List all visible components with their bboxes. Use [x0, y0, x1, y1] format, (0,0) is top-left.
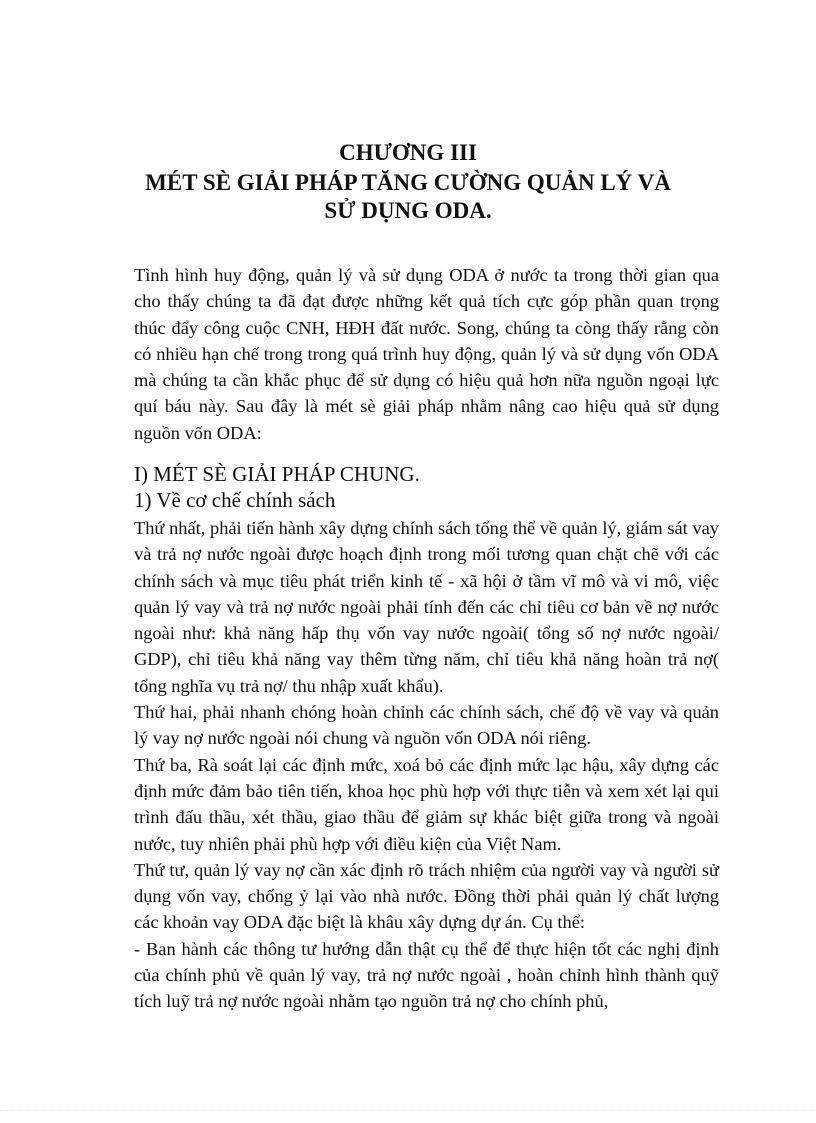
body-paragraph-5: - Ban hành các thông tư hướng dẫn thật cụ thể để thực hiện tốt các nghị định của chính phủ về quản lý vay, trả nợ nước ngoài , hoàn chỉnh hình thành quỹ tích luỹ trả nợ nước ngoài nhằm tạo nguồn trả nợ cho chính phủ,: [134, 938, 719, 1012]
page-bottom-divider: [0, 1110, 816, 1111]
body-paragraph-3: Thứ ba, Rà soát lại các định mức, xoá bỏ các định mức lạc hậu, xây dựng các định mức đảm bảo tiên tiến, khoa học phù hợp với thực tiễn và xem xét lại qui trình đấu thầu, xét thầu, giao thầu để giảm sự khác biệt giữa trong và ngoài nước, tuy nhiên phải phù hợp với điều kiện của Việt Nam.: [134, 754, 719, 854]
chapter-title-line-2: SỬ DỤNG ODA.: [324, 198, 492, 223]
chapter-number: CHƯƠNG III: [339, 140, 477, 165]
body-paragraph-4: Thứ tư, quản lý vay nợ cần xác định rõ trách nhiệm của người vay và người sử dụng vốn vay, chống ỷ lại vào nhà nước. Đồng thời phải quản lý chất lượng các khoản vay ODA đặc biệt là khâu xây dựng dự án. Cụ thể:: [134, 859, 719, 933]
chapter-title-line-1: MÉT SÈ GIẢI PHÁP TĂNG CƯỜNG QUẢN LÝ VÀ: [145, 170, 671, 195]
body-paragraph-2: Thứ hai, phải nhanh chóng hoàn chỉnh các chính sách, chế độ về vay và quản lý vay nợ nước ngoài nói chung và nguồn vốn ODA nói riêng.: [134, 702, 719, 749]
subsection-heading: 1) Về cơ chế chính sách: [134, 488, 336, 512]
section-heading: I) MÉT SÈ GIẢI PHÁP CHUNG.: [134, 462, 420, 486]
body-paragraph-1: Thứ nhất, phải tiến hành xây dựng chính sách tổng thể về quản lý, giám sát vay và trả nợ nước ngoài được hoạch định trong mối tương quan chặt chẽ với các chính sách và mục tiêu phát triển kinh tế - xã hội ở tầm vĩ mô và vi mô, việc quản lý vay và trả nợ nước ngoài phải tính đến các chỉ tiêu cơ bản về nợ nước ngoài như: khả năng hấp thụ vốn vay nước ngoài( tổng số nợ nước ngoài/ GDP), chỉ tiêu khả năng vay thêm từng năm, chỉ tiêu khả năng hoàn trả nợ( tổng nghĩa vụ trả nợ/ thu nhập xuất khẩu).: [134, 518, 719, 696]
intro-paragraph: Tình hình huy động, quản lý và sử dụng ODA ở nước ta trong thời gian qua cho thấy chúng ta đã đạt được những kết quả tích cực góp phần quan trọng thúc đẩy công cuộc CNH, HĐH đất nước. Song, chúng ta còng thấy rằng còn có nhiều hạn chế trong trong quá trình huy động, quản lý và sử dụng vốn ODA mà chúng ta cần khắc phục để sử dụng có hiệu quả hơn nữa nguồn ngoại lực quí báu này. Sau đây là mét sè giải pháp nhằm nâng cao hiệu quả sử dụng nguồn vốn ODA:: [134, 265, 719, 443]
section-body: [134, 515, 719, 1015]
